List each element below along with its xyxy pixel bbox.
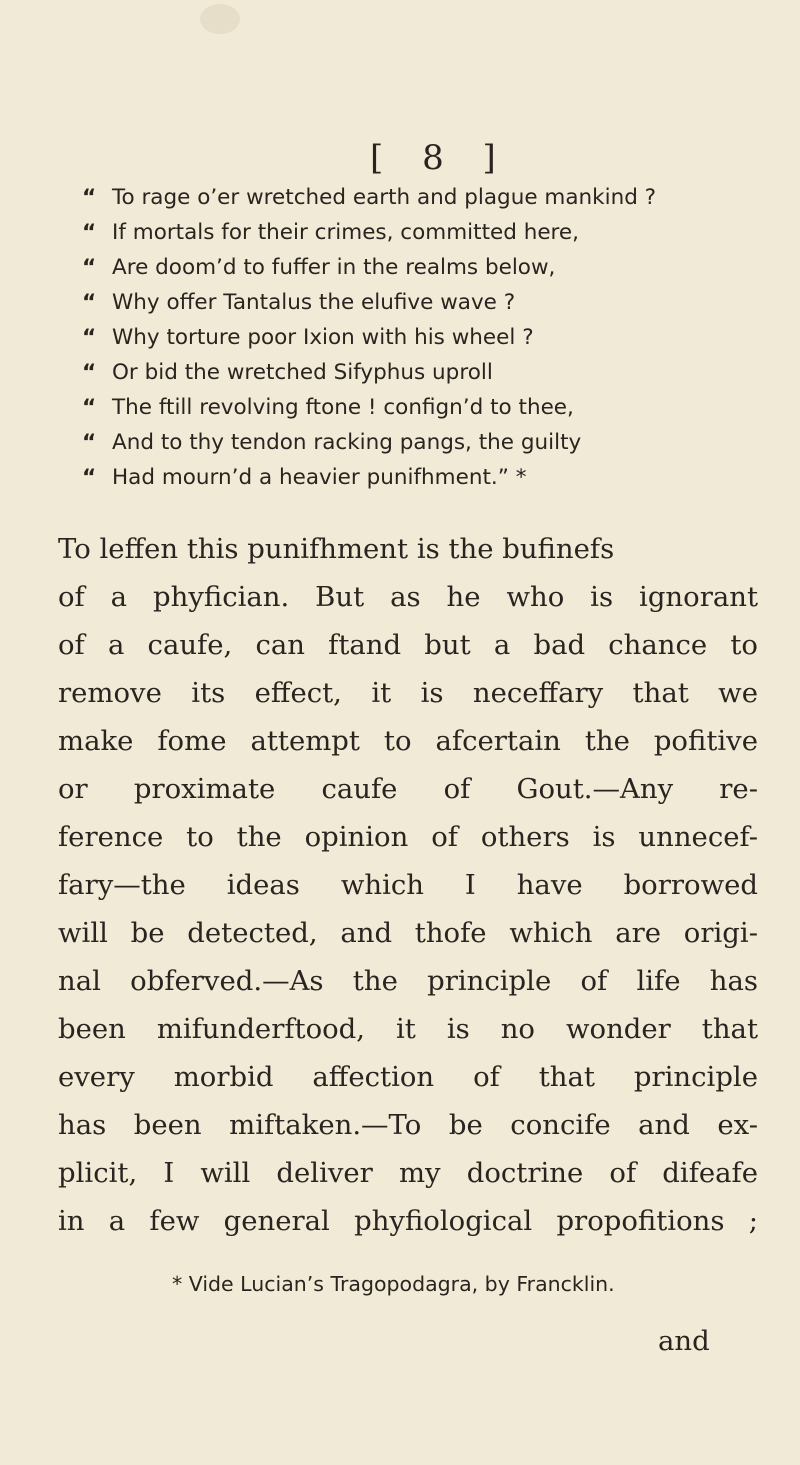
text-line: ference to the opinion of others is unnecef-	[58, 821, 758, 853]
verse-line-text: Or bid the wretched Sifyphus uproll	[112, 360, 493, 385]
text-line: will be detected, and thofe which are origi-	[58, 917, 758, 949]
text-line: nal obferved.—As the principle of life has	[58, 965, 758, 997]
verse-line-text: Are doom’d to fuffer in the realms below,	[112, 255, 556, 280]
verse-line-text: Why torture poor Ixion with his wheel ?	[112, 325, 534, 350]
verse-line	[82, 320, 782, 355]
paper-stain	[200, 4, 240, 34]
text-line: every morbid affection of that principle	[58, 1061, 758, 1093]
verse-line	[82, 250, 782, 285]
opening-quote-mark: “	[82, 255, 97, 280]
opening-quote-mark: “	[82, 395, 97, 420]
verse-line-text: Why offer Tantalus the elufive wave ?	[112, 290, 516, 315]
verse-line	[82, 390, 782, 425]
opening-quote-mark: “	[82, 430, 97, 455]
verse-line	[82, 355, 782, 390]
text-line: been mifunderftood, it is no wonder that	[58, 1013, 758, 1045]
opening-quote-mark: “	[82, 325, 97, 350]
opening-quote-mark: “	[82, 465, 97, 490]
verse-line-text: If mortals for their crimes, committed here,	[112, 220, 579, 245]
verse-quotation	[82, 180, 782, 495]
text-line: fary—the ideas which I have borrowed	[58, 869, 758, 901]
text-line: plicit, I will deliver my doctrine of difeafe	[58, 1157, 758, 1189]
text-line: or proximate caufe of Gout.—Any re-	[58, 773, 758, 805]
verse-line-text: Had mourn’d a heavier punifhment.” *	[112, 465, 527, 490]
text-line: of a caufe, can ftand but a bad chance to	[58, 629, 758, 661]
verse-line	[82, 460, 782, 495]
text-line: has been miftaken.—To be concife and ex-	[58, 1109, 758, 1141]
verse-line-text: The ftill revolving ftone ! confign’d to thee,	[112, 395, 574, 420]
page-number: [ 8 ]	[370, 138, 510, 178]
verse-line	[82, 215, 782, 250]
verse-line-text: And to thy tendon racking pangs, the guilty	[112, 430, 582, 455]
text-line: make fome attempt to afcertain the pofitive	[58, 725, 758, 757]
body-text	[58, 525, 758, 1245]
opening-quote-mark: “	[82, 360, 97, 385]
text-line: in a few general phyfiological propofitions ;	[58, 1205, 758, 1237]
opening-quote-mark: “	[82, 290, 97, 315]
verse-line	[82, 285, 782, 320]
opening-quote-mark: “	[82, 185, 97, 210]
opening-quote-mark: “	[82, 220, 97, 245]
text-line: To leffen this punifhment is the bufinefs	[58, 533, 615, 565]
verse-line	[82, 180, 782, 215]
text-line: remove its effect, it is neceffary that we	[58, 677, 758, 709]
footnote: * Vide Lucian’s Tragopodagra, by Francklin.	[172, 1272, 615, 1296]
catchword: and	[658, 1325, 710, 1357]
verse-line-text: To rage o’er wretched earth and plague mankind ?	[112, 185, 657, 210]
text-line: of a phyfician. But as he who is ignorant	[58, 581, 758, 613]
verse-line	[82, 425, 782, 460]
